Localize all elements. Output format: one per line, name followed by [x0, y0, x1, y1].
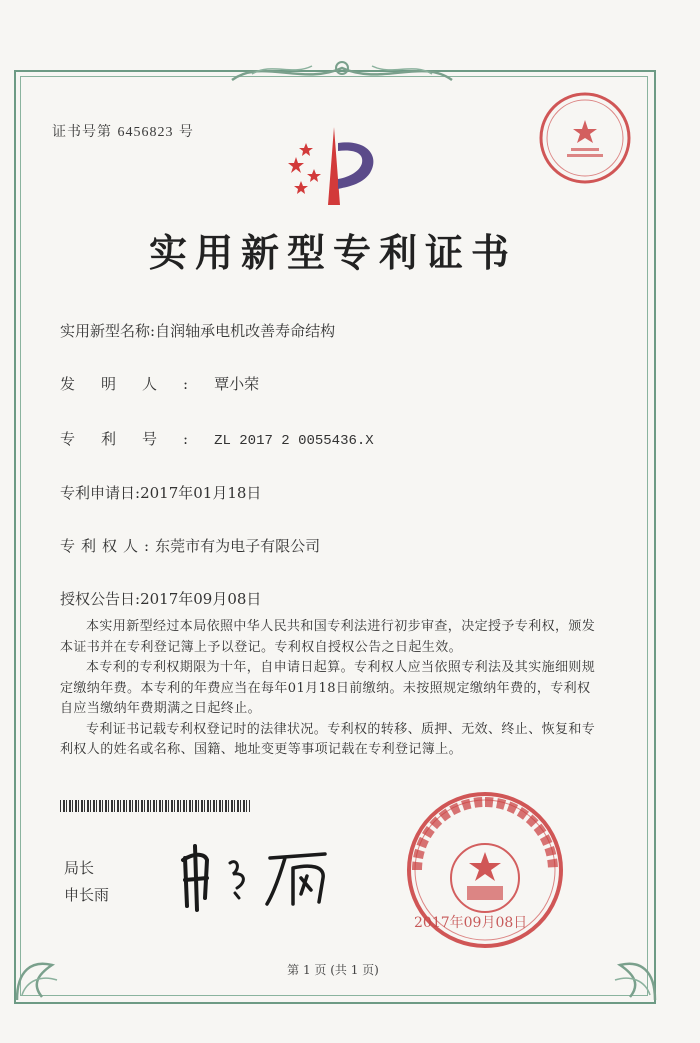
filing-date-row	[60, 482, 261, 503]
certificate-number-value: 6456823	[117, 125, 174, 140]
grant-date-label: 授权公告日:	[60, 590, 141, 608]
agent-seal-icon	[537, 90, 633, 186]
seal-date: 2017年09月08日	[414, 915, 528, 931]
signatory-title: 局长	[64, 859, 95, 877]
utility-model-name-value: 自润轴承电机改善寿命结构	[155, 322, 336, 340]
patent-number-value: ZL 2017 2 0055436.X	[214, 433, 374, 449]
patentee-value: 东莞市有为电子有限公司	[155, 537, 321, 555]
patent-office-emblem-icon	[276, 125, 386, 210]
page-number: 第 1 页 (共 1 页)	[287, 963, 379, 977]
inventor-label: 发明人:	[60, 375, 215, 393]
certificate-body	[60, 617, 600, 761]
utility-model-name-label: 实用新型名称:	[60, 322, 156, 340]
body-paragraph: 本实用新型经过本局依照中华人民共和国专利法进行初步审查，决定授予专利权，颁发本证书并在专利登记簿上予以登记。专利权自授权公告之日起生效。	[60, 619, 596, 655]
patent-number-row	[60, 428, 374, 449]
top-ornament-icon	[222, 52, 462, 90]
utility-model-name-row	[60, 320, 335, 341]
grant-date-value: 2017年09月08日	[140, 590, 262, 608]
certificate-number-label: 证书号第	[52, 124, 112, 140]
grant-date-row	[60, 588, 261, 609]
document-title: 实用新型专利证书	[148, 230, 517, 275]
body-paragraph: 专利证书记载专利权登记时的法律状况。专利权的转移、质押、无效、终止、恢复和专利权人的姓名或名称、国籍、地址变更等事项记载在专利登记簿上。	[60, 721, 596, 757]
barcode	[60, 800, 250, 812]
inventor-row	[60, 373, 259, 394]
filing-date-label: 专利申请日:	[60, 484, 141, 502]
filing-date-value: 2017年01月18日	[140, 484, 262, 502]
handwritten-signature-icon	[175, 838, 345, 913]
certificate-number-suffix: 号	[178, 124, 194, 140]
body-paragraph: 本专利的专利权期限为十年，自申请日起算。专利权人应当依照专利法及其实施细则规定缴纳年费。本专利的年费应当在每年01月18日前缴纳。未按照规定缴纳年费的，专利权自应当缴纳年费期满之日起终止。	[60, 660, 596, 716]
signatory-name: 申长雨	[64, 886, 110, 904]
inventor-value: 覃小荣	[214, 375, 260, 393]
certificate-number	[52, 121, 194, 141]
patent-number-label: 专利号:	[60, 430, 215, 448]
patentee-label: 专利权人:	[60, 537, 156, 555]
patentee-row	[60, 535, 320, 556]
